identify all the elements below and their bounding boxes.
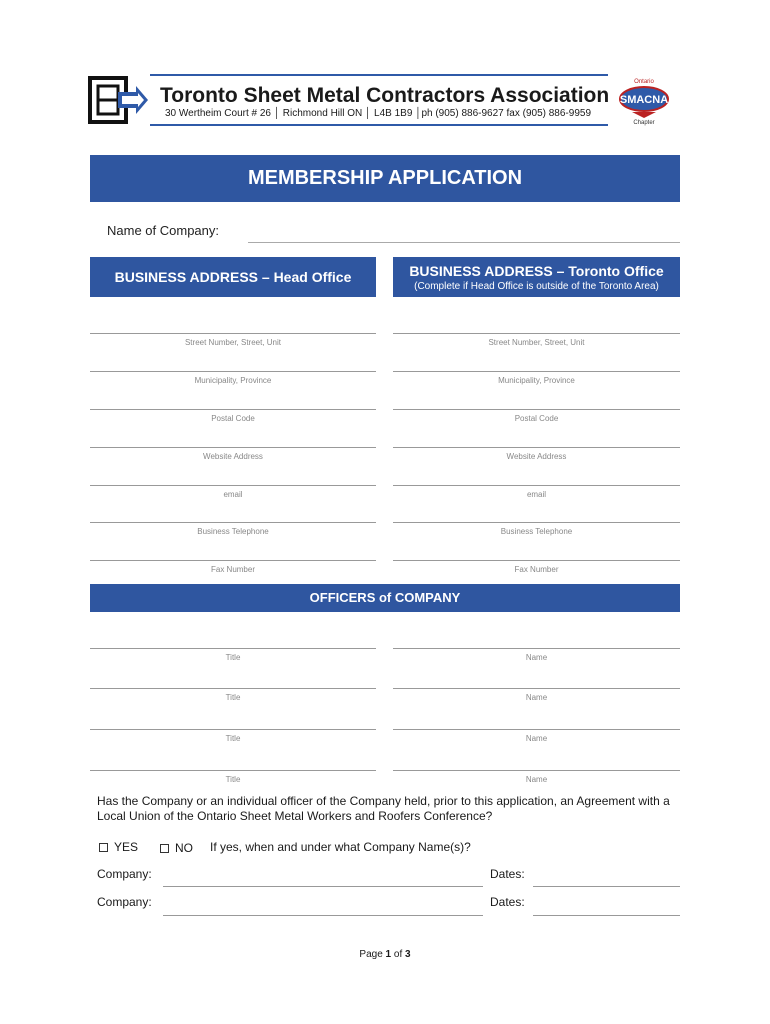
checkbox-icon (160, 844, 169, 853)
company-label-2: Company: (97, 895, 152, 909)
page-of: of (391, 949, 406, 960)
officer-title-field[interactable] (90, 729, 376, 743)
field-caption: Website Address (203, 452, 263, 461)
field-caption: Title (225, 653, 241, 662)
field-caption: Business Telephone (500, 527, 573, 536)
toronto-telephone-field[interactable] (393, 522, 680, 536)
association-address: 30 Wertheim Court # 26 │ Richmond Hill ON │ L4B 1B9 │ph (905) 886-9627 fax (905) 886-9959 (165, 108, 592, 119)
page-total: 3 (405, 949, 411, 960)
field-caption: Title (225, 693, 241, 702)
head-street-field[interactable] (90, 333, 376, 347)
page-current: 1 (385, 949, 392, 960)
field-caption: Name (525, 693, 548, 702)
officer-name-field[interactable] (393, 729, 680, 743)
head-municipality-field[interactable] (90, 371, 376, 385)
no-checkbox[interactable] (160, 841, 193, 855)
field-caption: Name (525, 653, 548, 662)
toronto-office-heading (393, 257, 680, 297)
header-rule-top (150, 74, 608, 76)
dates-label-2: Dates: (490, 895, 525, 909)
company-field-2[interactable] (163, 915, 483, 916)
field-caption: Title (225, 734, 241, 743)
officer-title-field[interactable] (90, 688, 376, 702)
svg-text:Chapter: Chapter (633, 120, 655, 126)
company-label-1: Company: (97, 867, 152, 881)
checkbox-icon (99, 843, 108, 852)
officer-name-field[interactable] (393, 770, 680, 784)
field-caption: Fax Number (210, 565, 255, 574)
smacna-logo (612, 76, 676, 126)
page-prefix: Page (359, 949, 386, 960)
head-office-heading: BUSINESS ADDRESS – Head Office (90, 257, 376, 297)
field-caption: Title (225, 775, 241, 784)
company-name-field[interactable] (248, 242, 680, 243)
field-caption: Street Number, Street, Unit (488, 338, 585, 347)
field-caption: Municipality, Province (194, 376, 272, 385)
officer-name-field[interactable] (393, 648, 680, 662)
officers-heading: OFFICERS of COMPANY (90, 584, 680, 612)
field-caption: Street Number, Street, Unit (184, 338, 282, 347)
toronto-postal-field[interactable] (393, 409, 680, 423)
header-rule-bottom (150, 124, 608, 126)
followup-question: If yes, when and under what Company Name(s)? (210, 840, 471, 854)
svg-text:Ontario: Ontario (634, 79, 654, 85)
officer-title-field[interactable] (90, 770, 376, 784)
title-banner: MEMBERSHIP APPLICATION (90, 155, 680, 202)
company-field-1[interactable] (163, 886, 483, 887)
field-caption: Name (525, 734, 548, 743)
association-name: Toronto Sheet Metal Contractors Association (160, 84, 610, 107)
company-name-label: Name of Company: (107, 223, 219, 238)
officer-name-field[interactable] (393, 688, 680, 702)
head-fax-field[interactable] (90, 560, 376, 574)
head-postal-field[interactable] (90, 409, 376, 423)
dates-label-1: Dates: (490, 867, 525, 881)
toronto-street-field[interactable] (393, 333, 680, 347)
officer-title-field[interactable] (90, 648, 376, 662)
field-caption: Postal Code (211, 414, 255, 423)
toronto-office-title: BUSINESS ADDRESS – Toronto Office (409, 263, 664, 279)
field-caption: Postal Code (514, 414, 559, 423)
svg-text:SMACNA: SMACNA (619, 94, 669, 106)
field-caption: email (526, 490, 547, 499)
toronto-website-field[interactable] (393, 447, 680, 461)
field-caption: Business Telephone (197, 527, 269, 536)
field-caption: email (223, 490, 243, 499)
tsmca-logo (88, 76, 150, 124)
toronto-office-note: (Complete if Head Office is outside of the Toronto Area) (414, 281, 659, 292)
head-website-field[interactable] (90, 447, 376, 461)
toronto-municipality-field[interactable] (393, 371, 680, 385)
field-caption: Municipality, Province (498, 376, 575, 385)
agreement-question: Has the Company or an individual officer of the Company held, prior to this application, an Agreement with a Local Union of the Ontario Sheet Metal Workers and Roofers Conference? (97, 794, 670, 823)
head-telephone-field[interactable] (90, 522, 376, 536)
toronto-email-field[interactable] (393, 485, 680, 499)
no-label: NO (175, 841, 193, 855)
field-caption: Name (525, 775, 548, 784)
field-caption: Website Address (506, 452, 567, 461)
page-number (0, 949, 770, 960)
toronto-fax-field[interactable] (393, 560, 680, 574)
head-email-field[interactable] (90, 485, 376, 499)
yes-checkbox[interactable] (99, 840, 138, 854)
dates-field-1[interactable] (533, 886, 680, 887)
yes-label: YES (114, 840, 139, 854)
dates-field-2[interactable] (533, 915, 680, 916)
field-caption: Fax Number (514, 565, 559, 574)
